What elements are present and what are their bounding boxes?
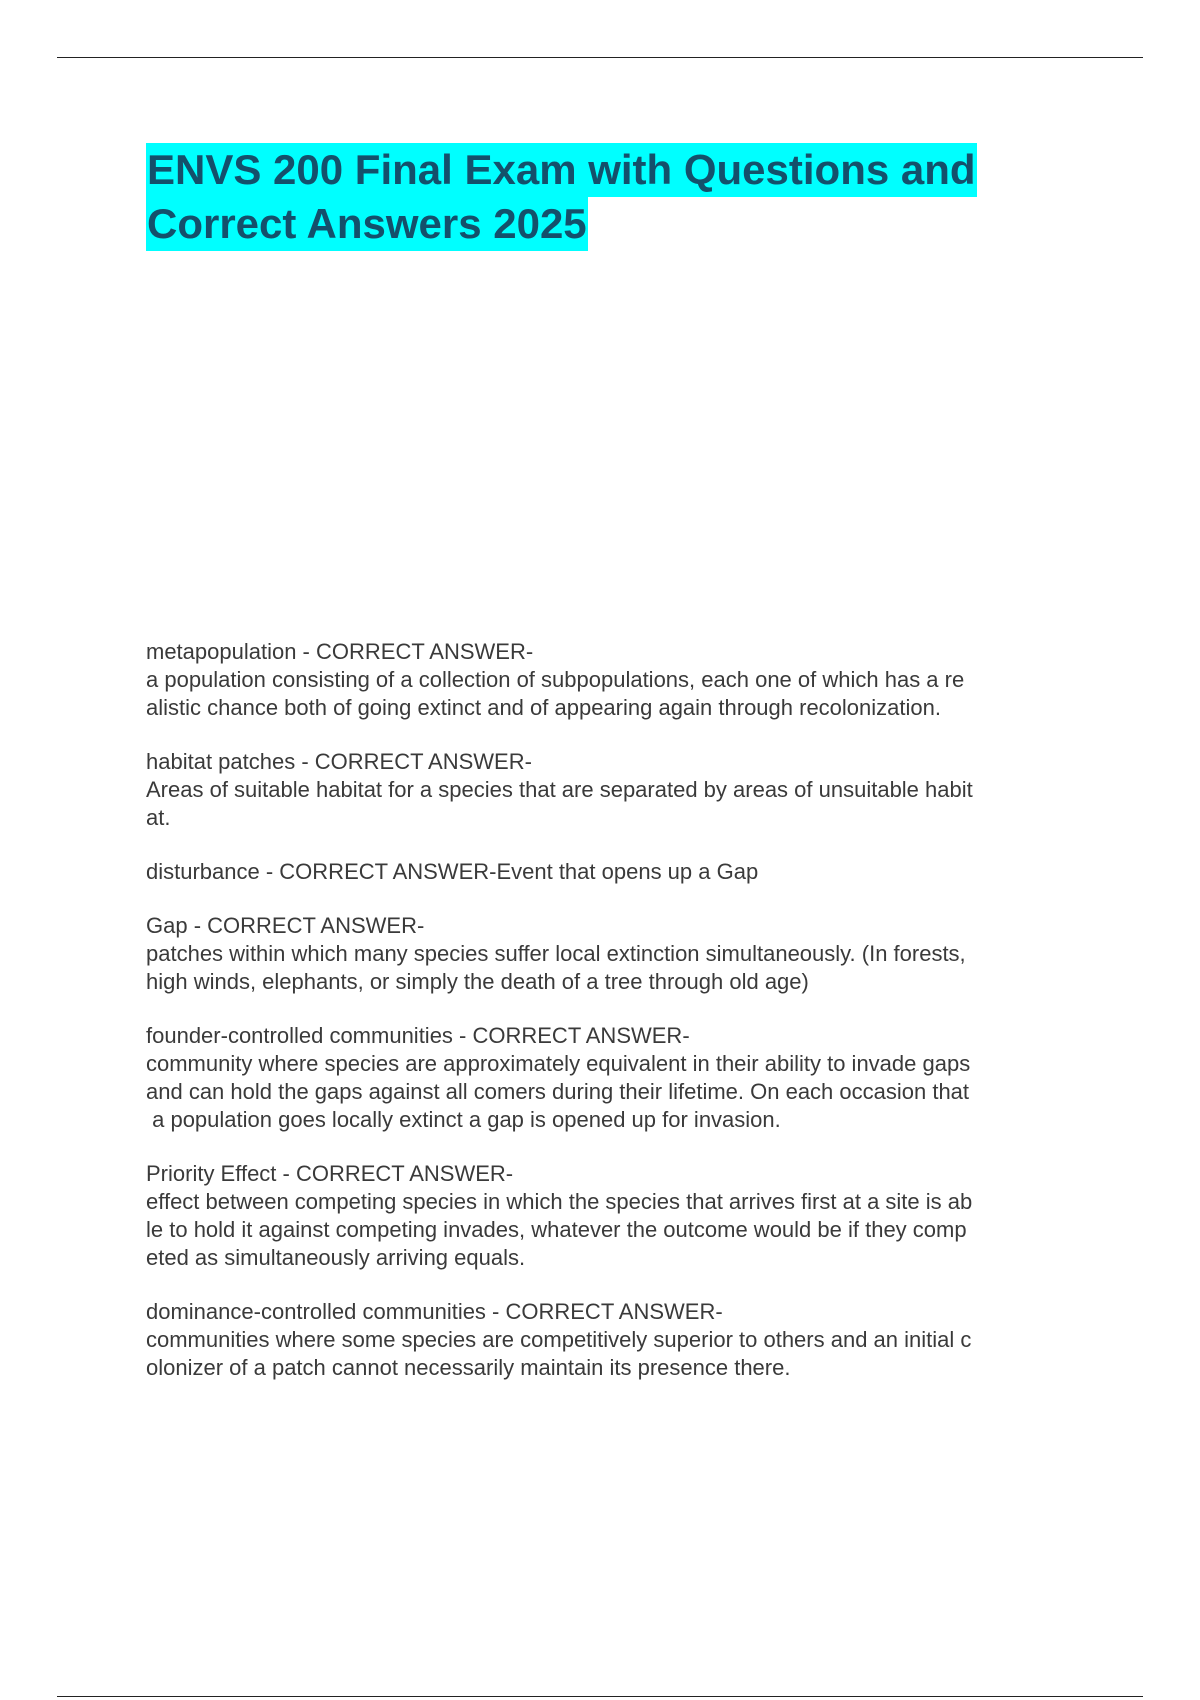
entry-term-line: disturbance - CORRECT ANSWER-Event that opens up a Gap	[146, 859, 759, 884]
entry-answer-line: olonizer of a patch cannot necessarily maintain its presence there.	[146, 1355, 791, 1380]
entry-term-line: Priority Effect - CORRECT ANSWER-	[146, 1161, 514, 1186]
entry-answer-line: le to hold it against competing invades, whatever the outcome would be if they comp	[146, 1217, 967, 1242]
qa-entry-founder-controlled-communities	[146, 1022, 1096, 1134]
entry-answer-line: a population consisting of a collection of subpopulations, each one of which has a re	[146, 667, 965, 692]
entry-answer-line: patches within which many species suffer local extinction simultaneously. (In forests,	[146, 941, 966, 966]
qa-entry-priority-effect	[146, 1160, 1096, 1272]
entry-answer-line: alistic chance both of going extinct and of appearing again through recolonization.	[146, 695, 941, 720]
entry-answer-line: eted as simultaneously arriving equals.	[146, 1245, 526, 1270]
entry-answer-line: effect between competing species in which the species that arrives first at a site is ab	[146, 1189, 973, 1214]
header-divider	[57, 57, 1143, 58]
entry-answer-line: Areas of suitable habitat for a species that are separated by areas of unsuitable habit	[146, 777, 973, 802]
title-line-1: ENVS 200 Final Exam with Questions and	[146, 143, 977, 197]
entry-term-line: dominance-controlled communities - CORRECT ANSWER-	[146, 1299, 723, 1324]
qa-entry-dominance-controlled-communities	[146, 1298, 1096, 1382]
qa-entry-disturbance	[146, 858, 1096, 886]
qa-entries	[146, 638, 1096, 1408]
qa-entry-habitat-patches	[146, 748, 1096, 832]
entry-term-line: metapopulation - CORRECT ANSWER-	[146, 639, 534, 664]
entry-answer-line: communities where some species are competitively superior to others and an initial c	[146, 1327, 972, 1352]
document-title	[146, 143, 1106, 251]
entry-term-line: habitat patches - CORRECT ANSWER-	[146, 749, 532, 774]
entry-answer-line: and can hold the gaps against all comers during their lifetime. On each occasion that	[146, 1079, 970, 1104]
qa-entry-metapopulation	[146, 638, 1096, 722]
entry-answer-line: high winds, elephants, or simply the death of a tree through old age)	[146, 969, 809, 994]
footer-divider	[57, 1696, 1143, 1697]
entry-answer-line: at.	[146, 805, 171, 830]
entry-term-line: founder-controlled communities - CORRECT ANSWER-	[146, 1023, 690, 1048]
entry-answer-line: community where species are approximately equivalent in their ability to invade gaps	[146, 1051, 971, 1076]
entry-answer-line: a population goes locally extinct a gap is opened up for invasion.	[146, 1107, 781, 1132]
title-line-2: Correct Answers 2025	[146, 197, 588, 251]
qa-entry-gap	[146, 912, 1096, 996]
entry-term-line: Gap - CORRECT ANSWER-	[146, 913, 425, 938]
